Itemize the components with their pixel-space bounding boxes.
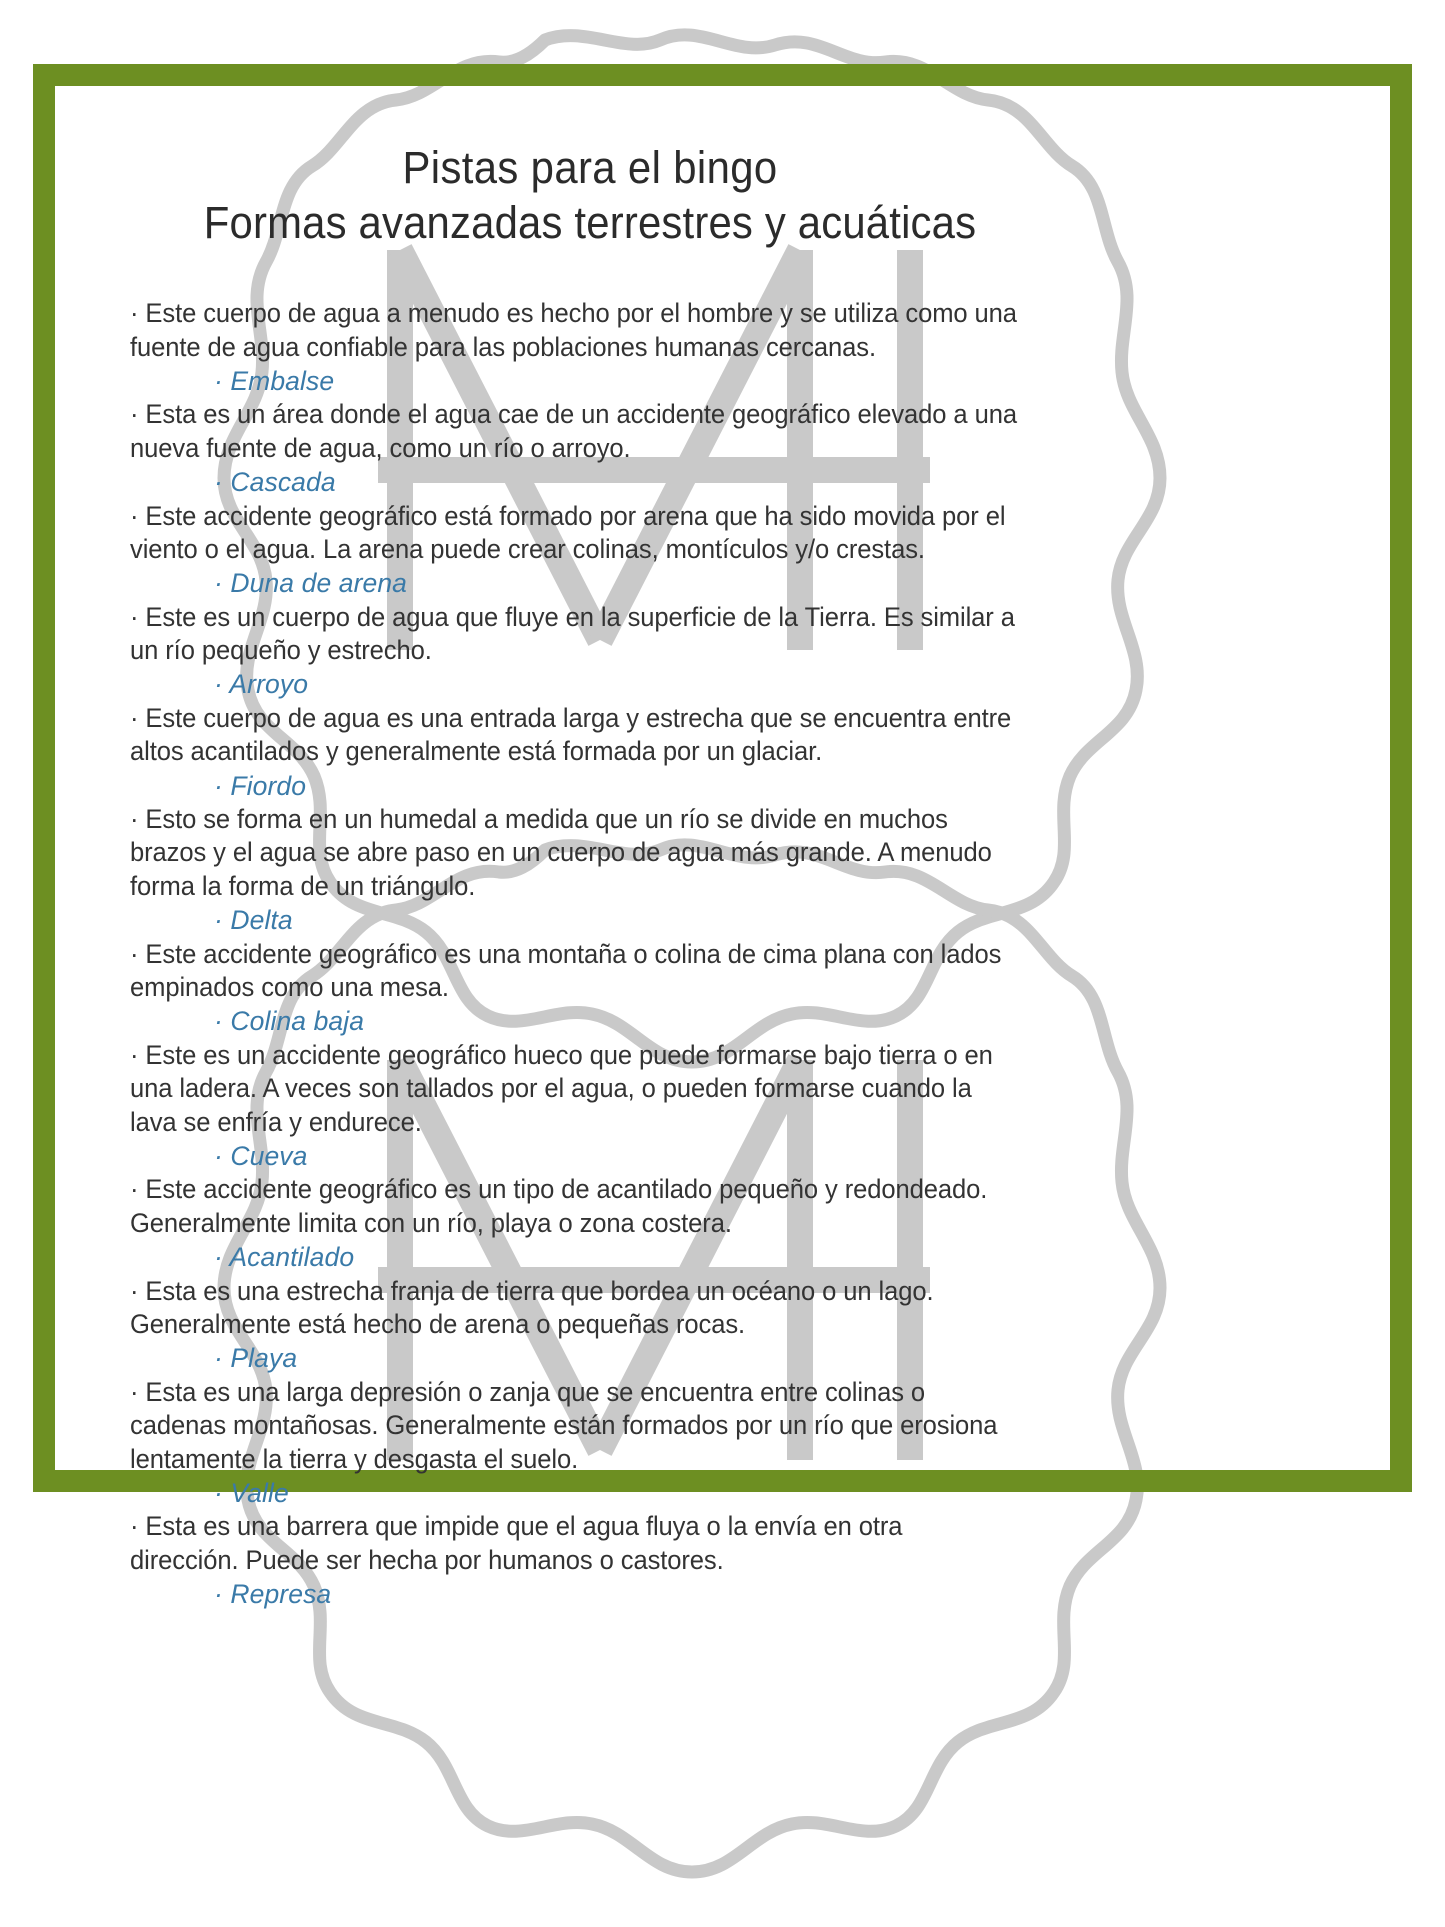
clue-text: · Esta es una estrecha franja de tierra que bordea un océano o un lago. Generalmente está hecho de arena o pequeñas rocas. [130, 1275, 934, 1339]
clue-answer: · Playa [214, 1343, 298, 1374]
clue-text: · Esta es un área donde el agua cae de un accidente geográfico elevado a una nueva fuente de agua, como un río o arroyo. [130, 399, 1017, 463]
clue-answer: · Acantilado [214, 1242, 355, 1273]
clue-answer: · Represa [214, 1579, 332, 1610]
title-block [130, 140, 1050, 251]
clue-item [130, 1376, 1050, 1511]
clue-answer: · Arroyo [214, 669, 309, 700]
clue-text: · Este es un accidente geográfico hueco que puede formarse bajo tierra o en una ladera. A veces son tallados por el agua, o pueden formarse cuando la lava se enfría y endurece. [130, 1039, 993, 1137]
page-title: Pistas para el bingo [402, 142, 778, 193]
clue-item [130, 1039, 1050, 1174]
clue-answer: · Colina baja [214, 1006, 365, 1037]
clue-answer: · Valle [214, 1477, 289, 1508]
clue-item [130, 601, 1050, 702]
clue-item [130, 938, 1050, 1039]
page-subtitle: Formas avanzadas terrestres y acuáticas [203, 197, 977, 249]
clue-list [130, 297, 1050, 1611]
clue-answer: · Fiordo [214, 770, 307, 801]
clue-text: · Este cuerpo de agua es una entrada larga y estrecha que se encuentra entre altos acantilados y generalmente está formada por un glaciar. [130, 702, 1012, 767]
clue-answer: · Duna de arena [214, 568, 408, 599]
clue-item [130, 702, 1050, 803]
document-content [130, 140, 1050, 1612]
clue-item [130, 1510, 1050, 1611]
clue-text: · Esto se forma en un humedal a medida que un río se divide en muchos brazos y el agua se abre paso en un cuerpo de agua más grande. A menudo forma la forma de un triángulo. [130, 804, 992, 901]
clue-text: · Este accidente geográfico es un tipo de acantilado pequeño y redondeado. Generalmente limita con un río, playa o zona costera. [130, 1174, 988, 1238]
clue-text: · Este es un cuerpo de agua que fluye en la superficie de la Tierra. Es similar a un río pequeño y estrecho. [130, 601, 1015, 666]
clue-text: · Este accidente geográfico está formado por arena que ha sido movida por el viento o el agua. La arena puede crear colinas, montículos y/o crestas. [130, 500, 1006, 564]
clue-answer: · Embalse [214, 365, 335, 396]
clue-text: · Este accidente geográfico es una montaña o colina de cima plana con lados empinados como una mesa. [130, 938, 1002, 1003]
clue-item [130, 803, 1050, 938]
clue-item [130, 1173, 1050, 1274]
clue-item [130, 297, 1050, 398]
clue-item [130, 500, 1050, 601]
clue-text: · Esta es una larga depresión o zanja que se encuentra entre colinas o cadenas montañosas. Generalmente están formados por un río que erosiona lentamente la tierra y desgasta el suelo. [130, 1376, 998, 1474]
clue-text: · Este cuerpo de agua a menudo es hecho por el hombre y se utiliza como una fuente de agua confiable para las poblaciones humanas cercanas. [130, 298, 1017, 362]
clue-answer: · Delta [214, 905, 293, 936]
clue-text: · Esta es una barrera que impide que el agua fluya o la envía en otra dirección. Puede ser hecha por humanos o castores. [130, 1511, 903, 1575]
clue-item [130, 398, 1050, 499]
clue-answer: · Cascada [214, 467, 336, 498]
clue-item [130, 1275, 1050, 1376]
clue-answer: · Cueva [214, 1140, 308, 1171]
